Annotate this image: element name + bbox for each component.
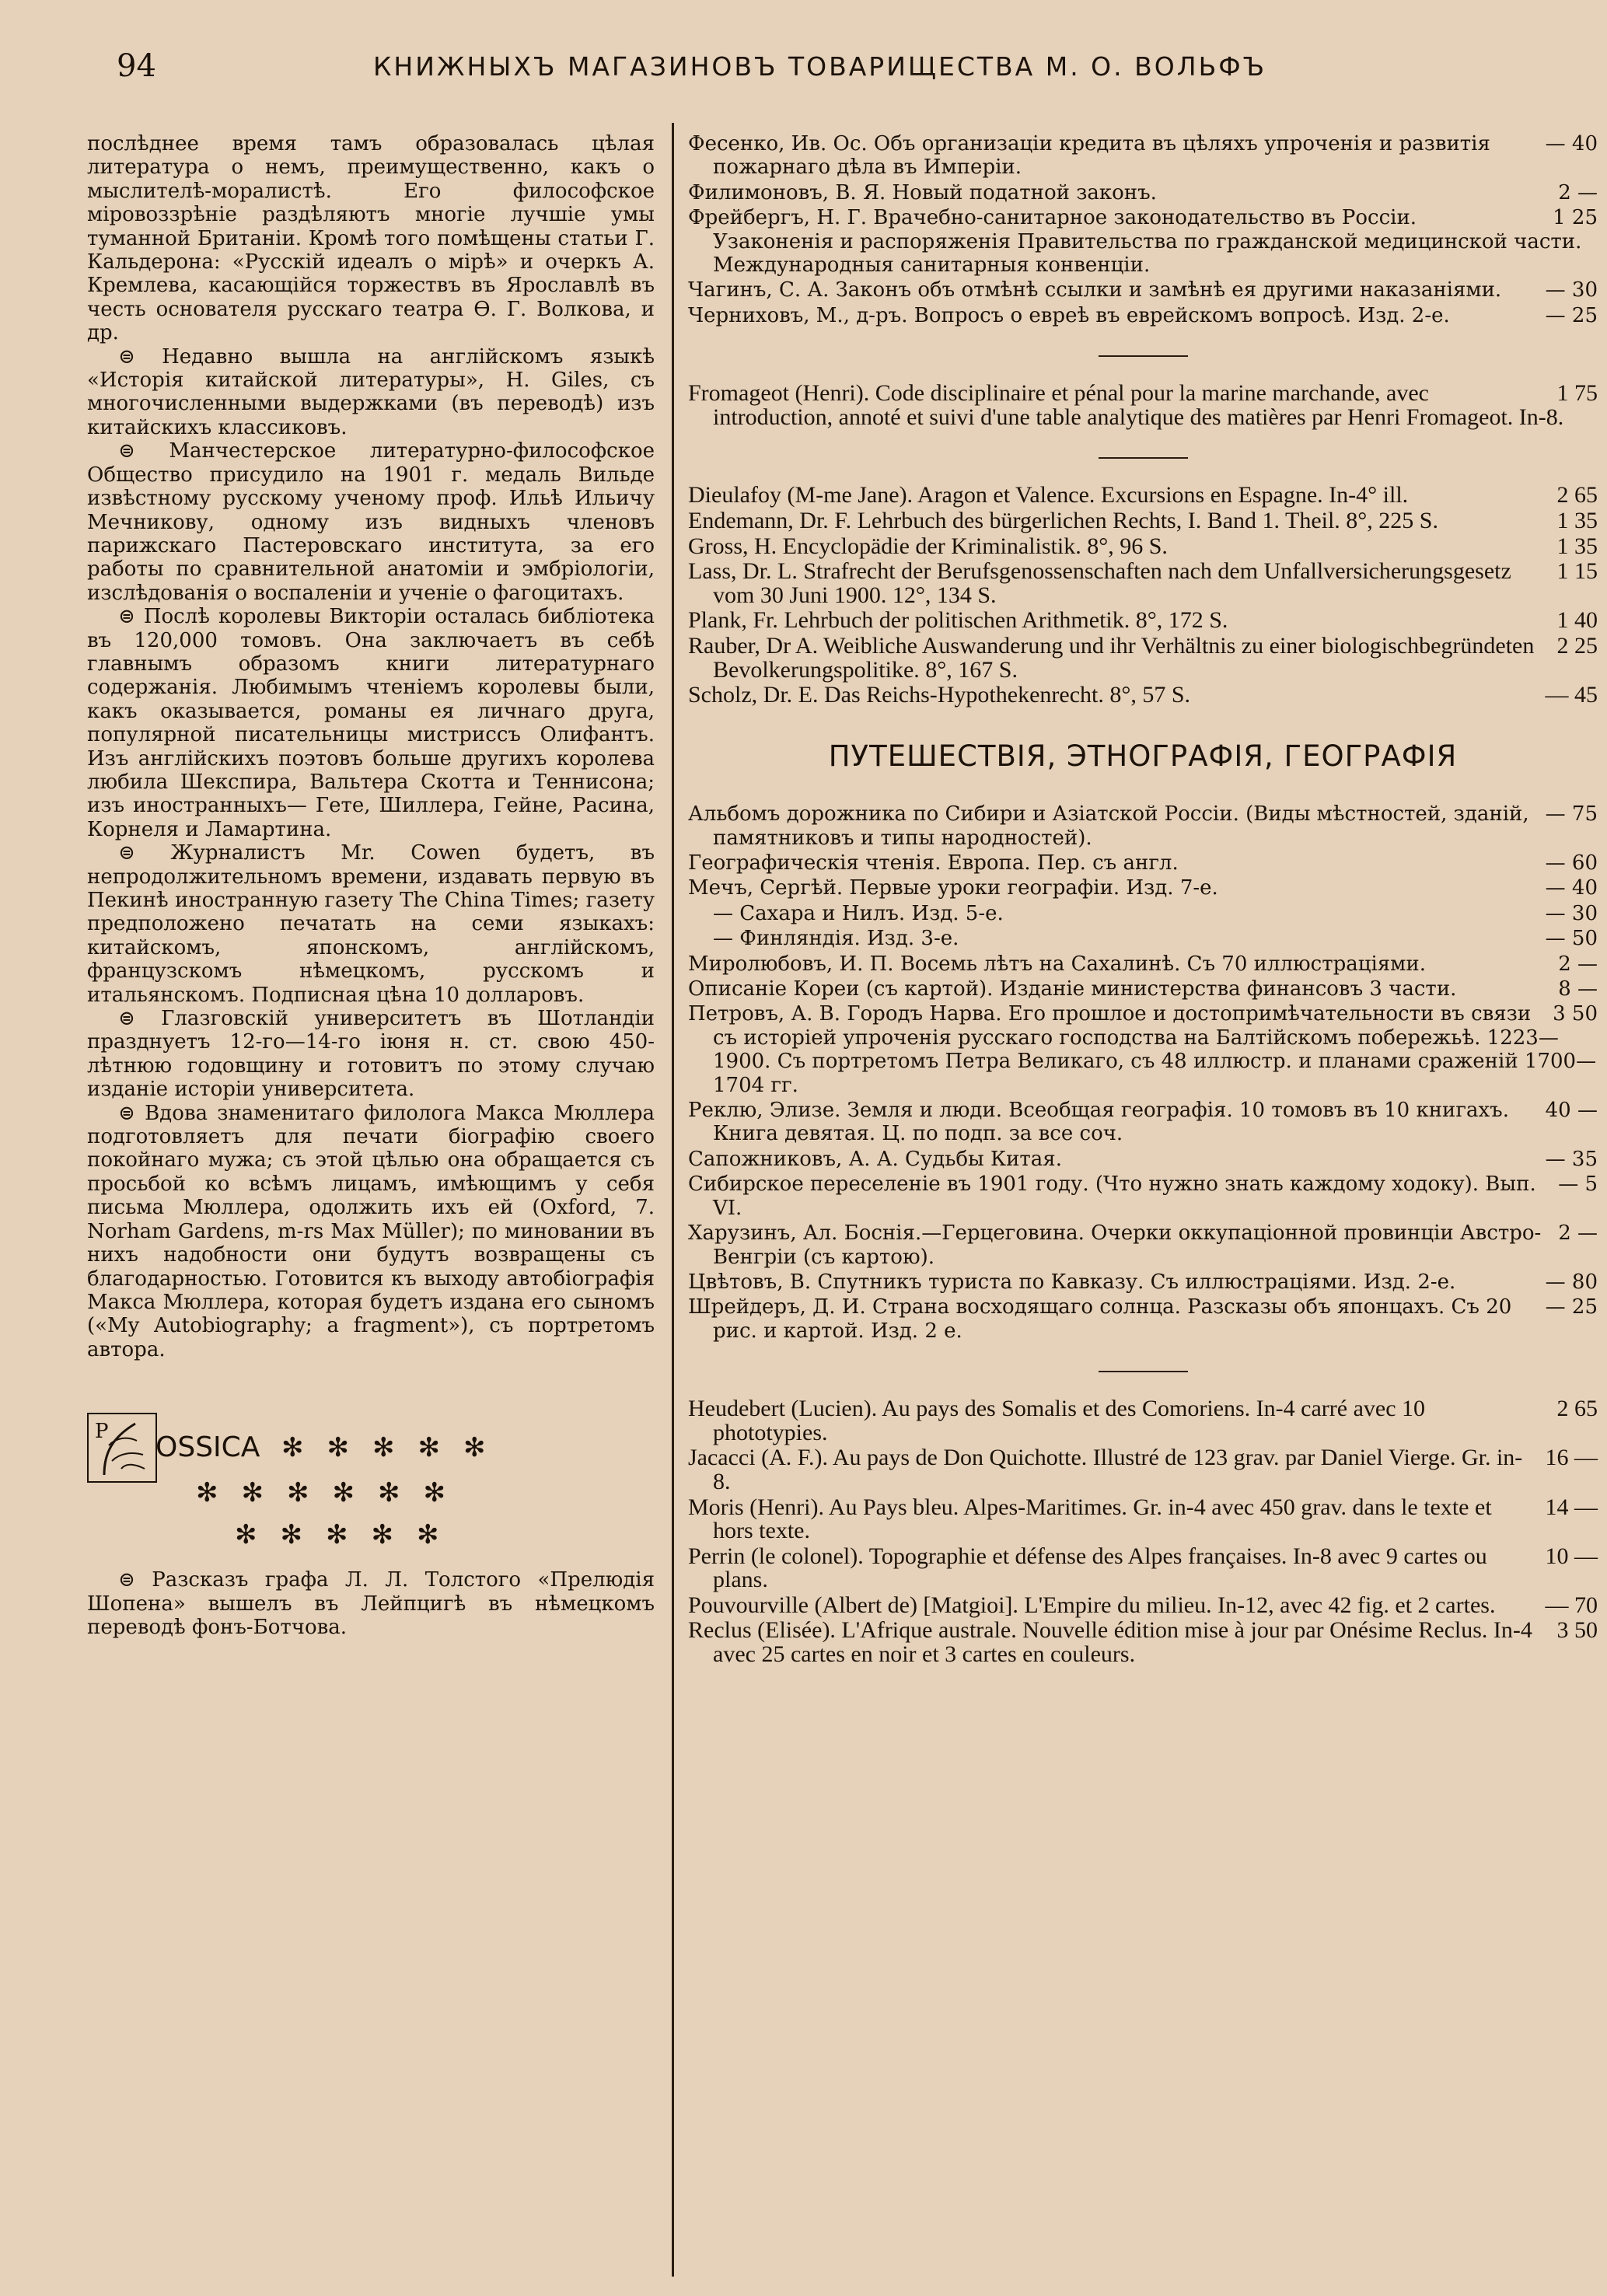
entry-text: Фесенко, Ив. Ос. Объ организаціи кредита въ цѣляхъ упроченія и развитія пожарнаго дѣла въ Имперіи. (688, 132, 1490, 180)
book-entry (688, 304, 1598, 327)
price: 2 — (1558, 180, 1598, 204)
book-entry (688, 206, 1598, 277)
entry-text: Heudebert (Lucien). Au pays des Somalis et des Comoriens. In-4 carré avec 10 phototypies. (688, 1396, 1426, 1445)
price: 10 — (1545, 1543, 1598, 1569)
book-entry (688, 509, 1598, 533)
book-entry (688, 1295, 1598, 1343)
entry-text: Сибирское переселеніе въ 1901 году. (Что нужно знать каждому ходоку). Вып. VI. (688, 1172, 1536, 1220)
entry-text: Чагинъ, С. А. Законъ объ отмѣнѣ ссылки и замѣнѣ ея другими наказаніями. (688, 278, 1502, 302)
entry-text: Reclus (Elisée). L'Afrique australe. Nouvelle édition mise à jour par Onésime Reclus. In-4 avec 25 cartes en noir et 3 cartes en couleurs. (688, 1617, 1532, 1668)
price: 1 75 (1556, 380, 1598, 407)
book-entry (688, 1099, 1598, 1146)
entry-text: Moris (Henri). Au Pays bleu. Alpes-Maritimes. Gr. in-4 avec 450 grav. dans le texte et hors texte. (688, 1494, 1492, 1544)
entry-text: Scholz, Dr. E. Das Reichs-Hypothekenrecht. 8°, 57 S. (688, 682, 1191, 708)
book-entry (688, 1545, 1598, 1592)
entry-text: Endemann, Dr. F. Lehrbuch des bürgerlichen Rechts, I. Band 1. Theil. 8°, 225 S. (688, 508, 1438, 534)
book-entry (688, 1594, 1598, 1618)
price: 2 65 (1556, 1396, 1598, 1422)
price: 3 50 (1556, 1617, 1598, 1644)
listing-group-french-law (688, 382, 1598, 429)
ornament-initial-r-icon (87, 1413, 157, 1483)
book-entry (688, 1172, 1598, 1220)
book-entry (688, 876, 1598, 900)
book-entry (688, 683, 1598, 708)
book-entry (688, 927, 1598, 950)
entry-text: Фрейбергъ, Н. Г. Врачебно-санитарное законодательство въ Россіи. Узаконенія и распоряженія Правительства по гражданской медицинской части. Международныя санитарныя конвенціи. (688, 206, 1582, 278)
news-paragraph: послѣднее время тамъ образовалась цѣлая литература о немъ, преимущественно, какъ о мыслителѣ-моралистѣ. Его философское міровоззрѣніе раздѣляютъ многіе лучшіе умы туманной Британіи. Кромѣ того помѣщены статьи Г. Кальдерона: «Русскій идеалъ о мірѣ» и очеркъ А. Кремлева, касающійся торжествъ въ Ярославлѣ въ честь основателя русскаго театра Ѳ. Г. Волкова, и др. (87, 132, 655, 345)
price: — 30 (1545, 901, 1598, 925)
price: 3 50 (1553, 1002, 1598, 1026)
price: 16 — (1545, 1445, 1598, 1471)
book-entry (688, 1270, 1598, 1294)
news-paragraph: ⊜ Недавно вышла на англійскомъ языкѣ «Исторія китайской литературы», H. Giles, съ многочисленными выдержками (въ переводѣ) изъ китайскихъ классиковъ. (87, 344, 655, 439)
price: — 30 (1545, 278, 1598, 302)
entry-text: Миролюбовъ, И. П. Восемь лѣтъ на Сахалинѣ. Съ 70 иллюстраціями. (688, 952, 1426, 976)
entry-text: Шрейдеръ, Д. И. Страна восходящаго солнца. Разсказы объ японцахъ. Съ 20 рис. и картой. Изд. 2 е. (688, 1295, 1512, 1343)
book-entry (688, 278, 1598, 302)
book-entry (688, 132, 1598, 180)
entry-text: Rauber, Dr A. Weibliche Auswanderung und ihr Verhältnis zu einer biologischbegründeten Bevolkerungspolitike. 8°, 167 S. (688, 633, 1535, 683)
ornament-stars-icon: ✻✻✻✻✻ (235, 1519, 463, 1551)
book-entry (688, 902, 1598, 925)
news-paragraph: ⊜ Послѣ королевы Викторіи осталась библіотека въ 120,000 томовъ. Она заключаетъ въ себѣ главнымъ образомъ книги литературнаго содержанія. Любимымъ чтеніемъ королевы были, какъ оказывается, романы ея личнаго друга, популярной писательницы мистриссъ Олифантъ. Изъ англійскихъ поэтовъ больше другихъ королева любила Шекспира, Вальтера Скотта и Теннисона; изъ иностранныхъ— Гете, Шиллера, Гейне, Расина, Корнеля и Ламартина. (87, 605, 655, 841)
book-entry (688, 1397, 1598, 1445)
page-header (117, 48, 1586, 95)
price: — 70 (1545, 1592, 1598, 1618)
price: 2 25 (1556, 633, 1598, 659)
book-entry (688, 851, 1598, 875)
entry-text: Черниховъ, М., д-ръ. Вопросъ о евреѣ въ еврейскомъ вопросѣ. Изд. 2-е. (688, 303, 1450, 327)
price: — 75 (1545, 802, 1598, 826)
ornament-stars-icon: ✻✻✻✻✻ (281, 1432, 509, 1464)
price: 1 35 (1556, 533, 1598, 559)
news-paragraph: ⊜ Журналистъ Mr. Cowen будетъ, въ непродолжительномъ времени, издавать первую въ Пекинѣ иностранную газету The China Times; газету предположено печатать на семи языкахъ: китайскомъ, японскомъ, англійскомъ, французскомъ нѣмецкомъ, русскомъ и итальянскомъ. Подписная цѣна 10 долларовъ. (87, 841, 655, 1007)
news-paragraph: ⊜ Разсказъ графа Л. Л. Толстого «Прелюдія Шопена» вышелъ въ Лейпцигѣ въ нѣмецкомъ переводѣ фонъ-Ботчова. (87, 1568, 655, 1639)
entry-text: Сапожниковъ, А. А. Судьбы Китая. (688, 1147, 1062, 1171)
ossica-label: OSSICA (155, 1431, 260, 1464)
book-entry (688, 802, 1598, 850)
price: 40 — (1545, 1099, 1598, 1123)
running-title: КНИЖНЫХЪ МАГАЗИНОВЪ ТОВАРИЩЕСТВА М. О. ВОЛЬФЪ (373, 51, 1267, 82)
book-entry (688, 535, 1598, 559)
price: — 25 (1545, 303, 1598, 327)
left-column (87, 132, 655, 1639)
book-entry (688, 1002, 1598, 1097)
entry-text: Perrin (le colonel). Topographie et défense des Alpes françaises. In-8 avec 9 cartes ou plans. (688, 1543, 1487, 1593)
price: — 25 (1545, 1295, 1598, 1319)
price: — 40 (1545, 876, 1598, 900)
book-entry (688, 484, 1598, 508)
book-entry (688, 181, 1598, 204)
book-entry (688, 1496, 1598, 1543)
entry-text: Dieulafoy (M-me Jane). Aragon et Valence. Excursions en Espagne. In-4° ill. (688, 482, 1409, 508)
entry-text: Lass, Dr. L. Strafrecht der Berufsgenossenschaften nach dem Unfallversicherungsgesetz vom 30 Juni 1900. 12°, 134 S. (688, 558, 1511, 608)
book-entry (688, 1221, 1598, 1269)
price: 2 — (1558, 952, 1598, 976)
page-number: 94 (117, 48, 156, 84)
price: 1 35 (1556, 508, 1598, 534)
ornament-stars-icon: ✻✻✻✻✻✻ (196, 1477, 469, 1509)
book-entry (688, 634, 1598, 682)
book-entry (688, 952, 1598, 976)
book-entry (688, 609, 1598, 633)
entry-text: Филимоновъ, В. Я. Новый податной законъ. (688, 180, 1157, 204)
separator-rule (1099, 1371, 1188, 1372)
listing-group-law (688, 132, 1598, 327)
listing-group-french-travel (688, 1397, 1598, 1667)
entry-text: Мечъ, Сергѣй. Первые уроки географіи. Изд. 7-е. (688, 876, 1218, 900)
listing-group-travel (688, 802, 1598, 1343)
entry-text: Jacacci (A. F.). Au pays de Don Quichotte. Illustré de 123 grav. par Daniel Vierge. Gr. in-8. (688, 1445, 1523, 1494)
book-entry (688, 1148, 1598, 1171)
entry-text: Реклю, Элизе. Земля и люди. Всеобщая географія. 10 томовъ въ 10 книгахъ. Книга девятая. Ц. по подп. за все соч. (688, 1099, 1509, 1146)
book-entry (688, 560, 1598, 607)
price: — 5 (1558, 1172, 1598, 1197)
price: 1 15 (1556, 558, 1598, 585)
price: — 40 (1545, 132, 1598, 156)
entry-text: Описаніе Кореи (съ картой). Изданіе министерства финансовъ 3 части. (688, 977, 1457, 1001)
news-paragraph: ⊜ Вдова знаменитаго филолога Макса Мюллера подготовляетъ для печати біографію своего покойнаго мужа; съ этой цѣлью она обращается съ просьбой ко всѣмъ лицамъ, имѣющимъ у себя письма Мюллера, одолжить ихъ ей (Oxford, 7. Norham Gardens, m-rs Max Müller); по миновании въ нихъ надобности они будутъ возвращены съ благодарностью. Готовится къ выходу автобіографія Макса Мюллера, которая будетъ издана его сыномъ («My Autobiography; a fragment»), съ портретомъ автора. (87, 1101, 655, 1361)
entry-text: Петровъ, А. В. Городъ Нарва. Его прошлое и достопримѣчательности въ связи съ исторіей упроченія русскаго господства на Балтійскомъ побережьѣ. 1223—1900. Съ портретомъ Петра Великаго, съ 48 иллюстр. и планами сраженій 1700—1704 гг. (688, 1002, 1597, 1097)
entry-text: — Сахара и Нилъ. Изд. 5-е. (713, 901, 1004, 925)
price: 2 — (1558, 1221, 1598, 1246)
entry-text: Pouvourville (Albert de) [Matgioi]. L'Empire du milieu. In-12, avec 42 fig. et 2 cartes. (688, 1592, 1496, 1618)
news-paragraph: ⊜ Манчестерское литературно-философское Общество присудило на 1901 г. медаль Вильде извѣстному русскому ученому проф. Ильѣ Ильичу Мечникову, одному изъ видныхъ членовъ парижскаго Пастеровскаго института, за его работы по сравнительной анатоміи и эмбріологіи, изслѣдованія о воспаленіи и ученіе о фагоцитахъ. (87, 439, 655, 605)
entry-text: Географическія чтенія. Европа. Пер. съ англ. (688, 851, 1179, 875)
separator-rule (1099, 355, 1188, 357)
price: 8 — (1558, 977, 1598, 1001)
column-divider (672, 123, 674, 2277)
separator-rule (1099, 457, 1188, 459)
price: — 45 (1545, 682, 1598, 708)
price: — 60 (1545, 851, 1598, 875)
news-paragraph: ⊜ Глазговскій университетъ въ Шотландіи празднуетъ 12-го—14-го іюня н. ст. свою 450-лѣтнюю годовщину и готовитъ по этому случаю изданіе исторіи университета. (87, 1007, 655, 1102)
price: 14 — (1545, 1494, 1598, 1520)
entry-text: Gross, H. Encyclopädie der Kriminalistik. 8°, 96 S. (688, 533, 1168, 559)
price: — 35 (1545, 1147, 1598, 1171)
price: 2 65 (1556, 482, 1598, 508)
entry-text: — Финляндія. Изд. 3-е. (713, 927, 959, 951)
entry-text: Plank, Fr. Lehrbuch der politischen Arithmetik. 8°, 172 S. (688, 607, 1228, 634)
book-entry (688, 1446, 1598, 1494)
price: — 80 (1545, 1270, 1598, 1294)
svg-text:Р: Р (95, 1420, 109, 1444)
book-entry (688, 1619, 1598, 1666)
listing-group-german-law (688, 484, 1598, 707)
entry-text: Альбомъ дорожника по Сибири и Азіатской Россіи. (Виды мѣстностей, зданій, памятниковъ и типы народностей). (688, 802, 1529, 850)
book-entry (688, 977, 1598, 1001)
right-column (688, 132, 1598, 1669)
entry-text: Fromageot (Henri). Code disciplinaire et pénal pour la marine marchande, avec introduction, annoté et suivi d'une table analytique des matières par Henri Fromageot. In-8. (688, 380, 1564, 430)
entry-text: Харузинъ, Ал. Боснія.—Герцеговина. Очерки оккупаціонной провинціи Австро-Венгріи (съ картою). (688, 1221, 1542, 1269)
price: 1 25 (1553, 206, 1598, 230)
price: — 50 (1545, 927, 1598, 951)
price: 1 40 (1556, 607, 1598, 634)
book-entry (688, 382, 1598, 429)
entry-text: Цвѣтовъ, В. Спутникъ туриста по Кавказу. Съ иллюстраціями. Изд. 2-е. (688, 1270, 1456, 1294)
ossica-heading (87, 1413, 655, 1553)
section-title: ПУТЕШЕСТВІЯ, ЭТНОГРАФІЯ, ГЕОГРАФІЯ (828, 739, 1458, 773)
